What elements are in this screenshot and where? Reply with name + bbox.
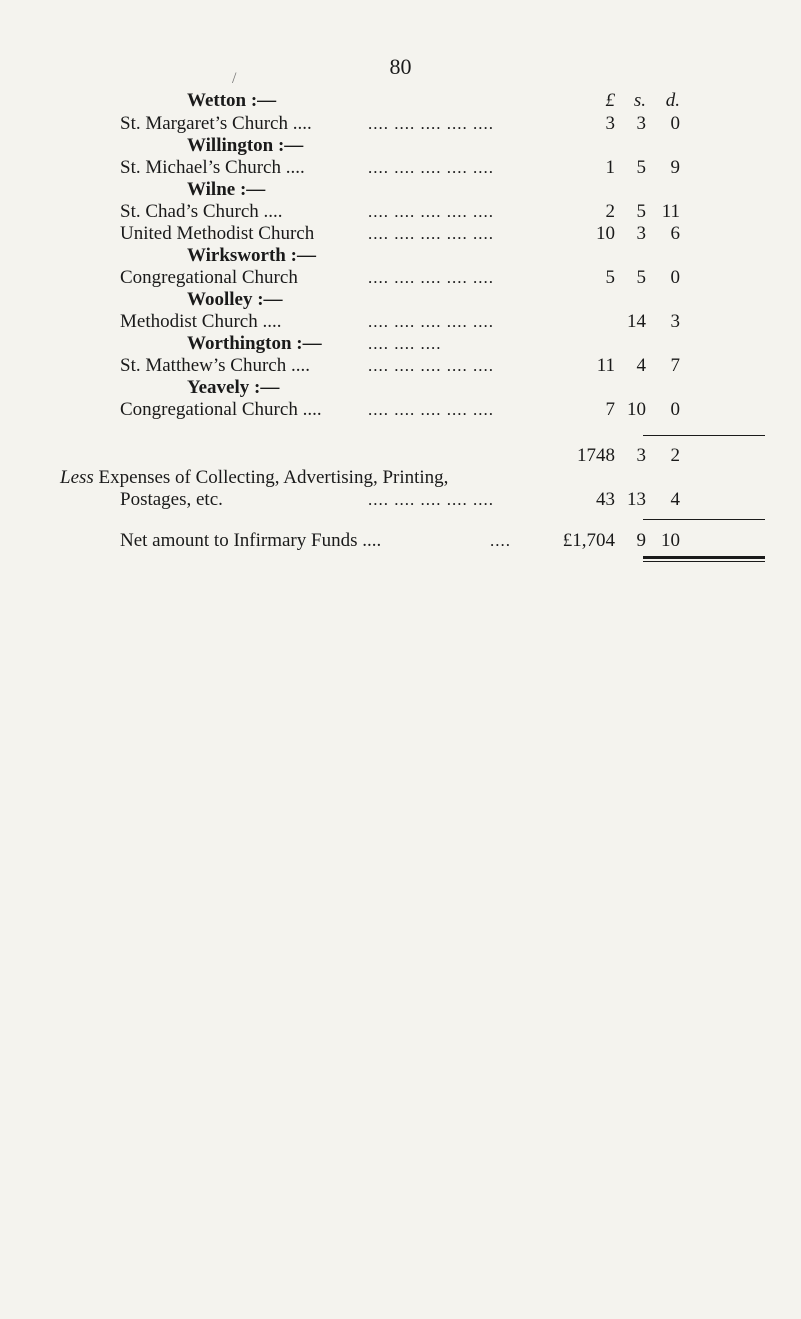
list-row bbox=[120, 245, 770, 267]
pence-value: 6 bbox=[670, 223, 680, 244]
leader-dots: .... .... .... .... .... bbox=[368, 224, 494, 243]
place-heading: Worthington :— bbox=[187, 333, 322, 354]
pence-value: 9 bbox=[670, 157, 680, 178]
net-bottom-rule bbox=[643, 556, 765, 559]
pounds-value: 10 bbox=[596, 223, 615, 244]
pounds-value: 43 bbox=[596, 489, 615, 510]
shillings-header: s. bbox=[633, 90, 646, 111]
pounds-value: 1 bbox=[605, 157, 615, 178]
pence-value: 0 bbox=[670, 113, 680, 134]
net-pounds-value: £1,704 bbox=[562, 530, 615, 551]
list-item bbox=[120, 223, 770, 245]
pence-value: 7 bbox=[670, 355, 680, 376]
stray-mark: / bbox=[232, 70, 237, 87]
list-item bbox=[120, 113, 770, 135]
pounds-value: 3 bbox=[605, 113, 615, 134]
postages-row bbox=[120, 489, 770, 511]
pounds-value: 5 bbox=[605, 267, 615, 288]
shillings-value: 14 bbox=[627, 311, 646, 332]
shillings-value: 4 bbox=[636, 355, 646, 376]
net-amount-label: Net amount to Infirmary Funds .... bbox=[120, 530, 382, 551]
leader-dots: .... .... .... .... .... bbox=[368, 400, 494, 419]
shillings-value: 3 bbox=[636, 113, 646, 134]
net-top-rule bbox=[643, 519, 765, 520]
list-item bbox=[120, 267, 770, 289]
pence-value: 3 bbox=[670, 311, 680, 332]
leader-dots: .... .... .... .... .... bbox=[368, 114, 494, 133]
subtotal-row bbox=[120, 445, 770, 467]
list-row bbox=[120, 179, 770, 201]
place-heading: Wilne :— bbox=[187, 179, 266, 200]
less-expenses-line bbox=[60, 467, 770, 489]
shillings-value: 10 bbox=[627, 399, 646, 420]
leader-dots: .... .... .... .... .... bbox=[368, 158, 494, 177]
list-item bbox=[120, 157, 770, 179]
list-item bbox=[120, 355, 770, 377]
place-heading: Wetton :— bbox=[187, 90, 277, 111]
pounds-value: 1748 bbox=[577, 445, 615, 466]
church-name: Methodist Church .... bbox=[120, 311, 282, 332]
shillings-value: 3 bbox=[636, 445, 646, 466]
list-row bbox=[120, 377, 770, 399]
shillings-value: 5 bbox=[636, 267, 646, 288]
net-bottom-rule-thin bbox=[643, 561, 765, 562]
net-pence-value: 10 bbox=[661, 530, 680, 551]
shillings-value: 13 bbox=[627, 489, 646, 510]
church-name: Congregational Church .... bbox=[120, 399, 322, 420]
church-name: St. Michael’s Church .... bbox=[120, 157, 305, 178]
pence-value: 0 bbox=[670, 399, 680, 420]
list-row bbox=[120, 289, 770, 311]
shillings-value: 5 bbox=[636, 201, 646, 222]
pence-value: 2 bbox=[670, 445, 680, 466]
shillings-value: 3 bbox=[636, 223, 646, 244]
pounds-value: 11 bbox=[596, 355, 615, 376]
postages-label: Postages, etc. bbox=[120, 489, 223, 510]
place-heading: Wirksworth :— bbox=[187, 245, 316, 266]
church-name: St. Matthew’s Church .... bbox=[120, 355, 310, 376]
shillings-value: 5 bbox=[636, 157, 646, 178]
church-name: St. Margaret’s Church .... bbox=[120, 113, 312, 134]
leader-dots: .... .... .... .... .... bbox=[368, 312, 494, 331]
place-heading: Woolley :— bbox=[187, 289, 283, 310]
list-row bbox=[120, 135, 770, 157]
list-row bbox=[120, 90, 770, 112]
net-shillings-value: 9 bbox=[636, 530, 646, 551]
pence-value: 4 bbox=[670, 489, 680, 510]
pounds-value: 2 bbox=[605, 201, 615, 222]
less-word: Less bbox=[60, 467, 94, 488]
net-amount-row bbox=[120, 530, 770, 552]
pounds-header: £ bbox=[605, 90, 615, 111]
expenses-text: Expenses of Collecting, Advertising, Printing, bbox=[93, 467, 449, 488]
list-row bbox=[120, 333, 770, 355]
page-number: 80 bbox=[389, 54, 412, 79]
list-item bbox=[120, 201, 770, 223]
leader-dots: .... .... .... .... .... bbox=[368, 268, 494, 287]
subtotal-rule bbox=[643, 435, 765, 436]
leader-dots: .... .... .... .... .... bbox=[368, 490, 494, 509]
list-item bbox=[120, 399, 770, 421]
leader-dots: .... .... .... bbox=[368, 334, 442, 353]
pence-header: d. bbox=[665, 90, 680, 111]
church-name: United Methodist Church bbox=[120, 223, 315, 244]
pounds-value: 7 bbox=[605, 399, 615, 420]
place-heading: Yeavely :— bbox=[187, 377, 280, 398]
list-item bbox=[120, 311, 770, 333]
pence-value: 0 bbox=[670, 267, 680, 288]
church-name: St. Chad’s Church .... bbox=[120, 201, 283, 222]
leader-dots: .... .... .... .... .... bbox=[368, 356, 494, 375]
leader-dots: .... .... .... .... .... bbox=[368, 202, 494, 221]
pence-value: 11 bbox=[661, 201, 680, 222]
church-name: Congregational Church bbox=[120, 267, 298, 288]
leader-dots: .... bbox=[490, 531, 511, 550]
place-heading: Willington :— bbox=[187, 135, 304, 156]
